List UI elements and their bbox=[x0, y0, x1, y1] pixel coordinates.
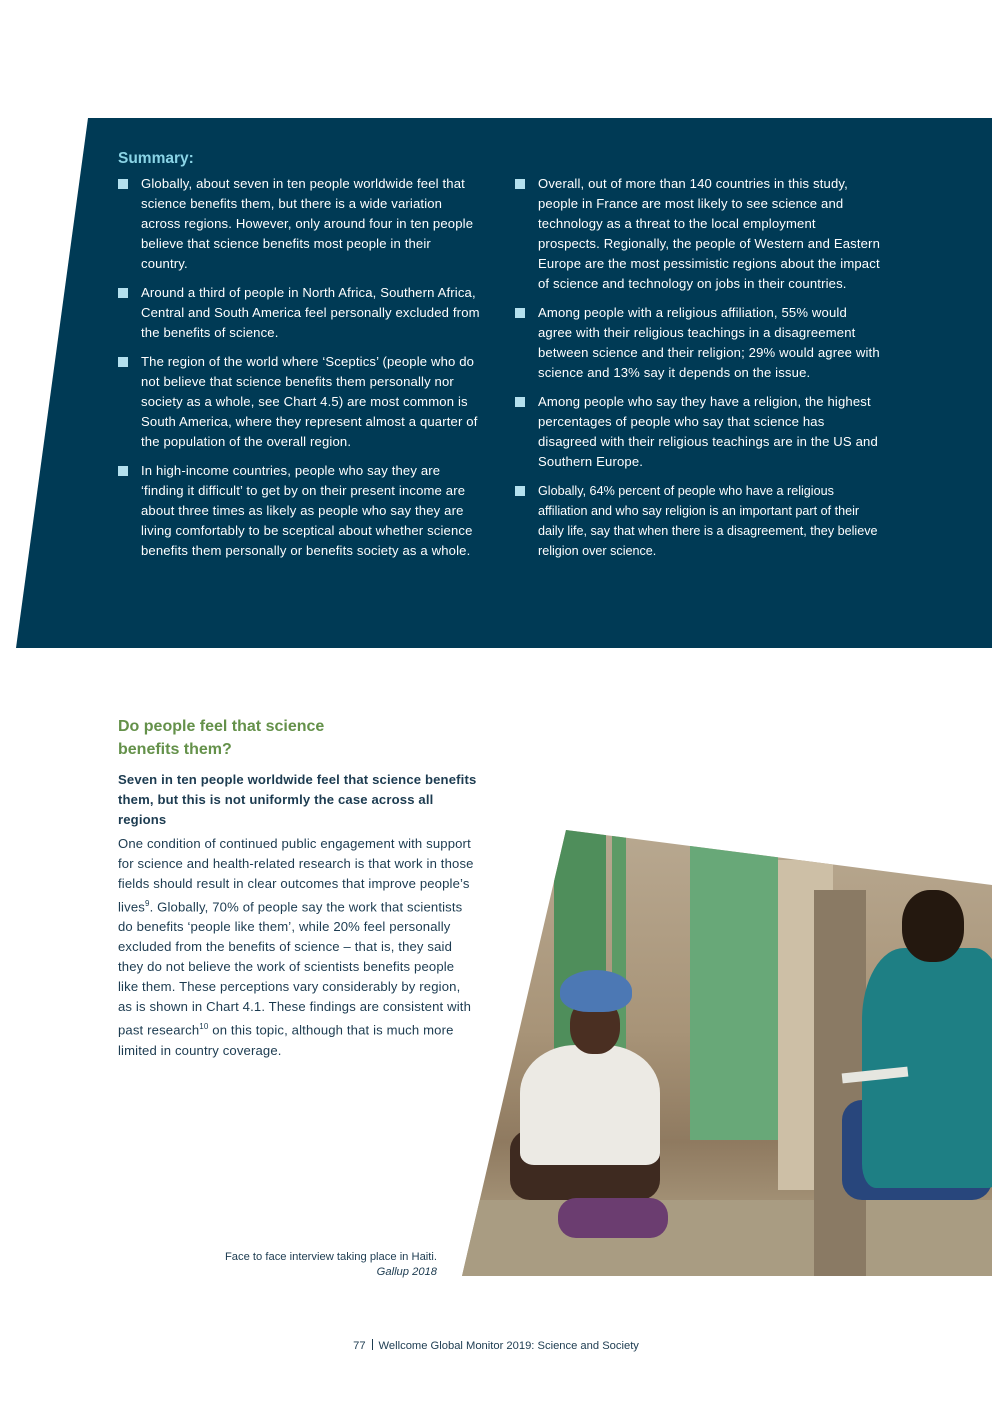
bullet-square-icon bbox=[118, 466, 128, 476]
summary-bullet-text: Among people with a religious affiliation, 55% would agree with their religious teachings in a disagreement between science and their religion; 29% would agree with science and 13% say it depends on the issue. bbox=[538, 305, 880, 380]
bullet-square-icon bbox=[118, 179, 128, 189]
summary-bullet-text: Overall, out of more than 140 countries in this study, people in France are most likely to see science and technology as a threat to the local employment prospects. Regionally, the people of Western and Eastern Europe are the most pessimistic regions about the impact of science and technology on jobs in their countries. bbox=[538, 176, 881, 291]
section-subheading: Seven in ten people worldwide feel that science benefits them, but this is not uniformly the case across all regions bbox=[118, 772, 477, 827]
summary-bullet-text: Globally, about seven in ten people worldwide feel that science benefits them, but there is a wide variation across regions. However, only around four in ten people believe that science benefits most people in their country. bbox=[141, 176, 474, 271]
bullet-square-icon bbox=[515, 486, 525, 496]
summary-bullet-text: Among people who say they have a religion, the highest percentages of people who say that science has disagreed with their religious teachings are in the US and Southern Europe. bbox=[538, 394, 878, 469]
photo-caption-text: Face to face interview taking place in Haiti. bbox=[224, 1251, 437, 1263]
bullet-square-icon bbox=[515, 308, 525, 318]
publication-title: Wellcome Global Monitor 2019: Science and Society bbox=[378, 1340, 639, 1352]
footer-divider bbox=[372, 1339, 373, 1350]
summary-bullet-text: In high-income countries, people who say they are ‘finding it difficult’ to get by on their present income are about three times as likely as people who say they are living comfortably to be sceptical about whether science benefits them personally or benefits society as a whole. bbox=[141, 463, 473, 558]
page-footer bbox=[0, 1339, 992, 1352]
summary-bullet bbox=[118, 283, 480, 343]
summary-bullet bbox=[118, 352, 480, 452]
footnote-ref: 10 bbox=[199, 1022, 209, 1032]
bullet-square-icon bbox=[515, 179, 525, 189]
bullet-square-icon bbox=[118, 288, 128, 298]
interview-photo bbox=[462, 830, 992, 1276]
summary-bullet-text: The region of the world where ‘Sceptics’ (people who do not believe that science benefits them personally nor society as a whole, see Chart 4.5) are most common is South America, where they represent almost a quarter of the population of the overall region. bbox=[141, 354, 478, 449]
summary-bullet bbox=[515, 481, 880, 561]
summary-bullet-text: Globally, 64% percent of people who have a religious affiliation and who say religion is an important part of their daily life, say that when there is a disagreement, they believe religion over science. bbox=[538, 484, 878, 558]
footnote-ref: 9 bbox=[144, 899, 150, 908]
photo-caption bbox=[225, 1250, 437, 1280]
summary-right-column bbox=[515, 174, 880, 570]
summary-bullet bbox=[515, 303, 880, 383]
summary-bullet-text: Around a third of people in North Africa, Southern Africa, Central and South America feel personally excluded from the benefits of science. bbox=[141, 285, 480, 340]
summary-bullet bbox=[118, 174, 480, 274]
photo-credit: Gallup 2018 bbox=[376, 1266, 437, 1278]
summary-title: Summary: bbox=[118, 150, 194, 167]
summary-bullet bbox=[118, 461, 480, 561]
summary-bullet bbox=[515, 174, 880, 294]
bullet-square-icon bbox=[515, 397, 525, 407]
bullet-square-icon bbox=[118, 357, 128, 367]
summary-bullet bbox=[515, 392, 880, 472]
section-heading: Do people feel that science benefits them? bbox=[118, 718, 325, 758]
section-body: One condition of continued public engagement with support for science and health-related research is that work in those fields should result in clear outcomes that improve people’s lives$^9$. Globally, 70% of people say the work that scientists do benefits ‘people like them’, while 20% feel personally excluded from the benefits of science – that is, they said they do not believe the work of scientists benefits people like them. These perceptions vary considerably by region, as is shown in Chart 4.1. These findings are consistent with past research$^{10}$ on this topic, although that is much more limited in country coverage. bbox=[118, 836, 474, 1058]
summary-left-column bbox=[118, 174, 480, 570]
page-number: 77 bbox=[353, 1340, 366, 1352]
